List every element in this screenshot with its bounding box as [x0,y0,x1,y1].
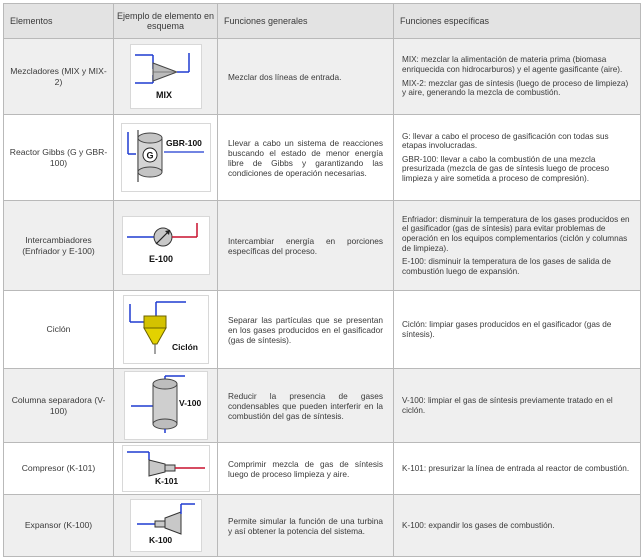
specific-function [394,291,641,369]
element-figure [114,369,218,443]
specific-function [394,39,641,115]
specific-text: MIX: mezclar la alimentación de materia prima (biomasa enriquecida con hidrocarburos) y el agente gasificante (aire). [402,55,623,74]
specific-text: Ciclón: limpiar gases producidos en el gasificador (gas de síntesis). [402,319,612,339]
elements-table [3,3,641,557]
figure-letter: G [146,150,154,161]
header-funciones-especificas: Funciones específicas [394,4,641,39]
element-figure [114,201,218,291]
figure-label: MIX [155,90,172,100]
element-name: Intercambiadores (Enfriador y E-100) [4,201,114,291]
header-elementos: Elementos [4,4,114,39]
element-figure [114,443,218,495]
table-row [4,495,641,557]
specific-function [394,443,641,495]
specific-function [394,369,641,443]
figure-label: V-100 [178,398,201,408]
figure-label: Ciclón [171,342,198,352]
figure-label: E-100 [148,254,173,264]
general-function: Separar las partículas que se presentan en los gases producidos en el gasificador (gas de síntesis). [218,291,394,369]
figure-label: K-101 [154,476,178,486]
table-row [4,291,641,369]
general-function: Reducir la presencia de gases condensables que pueden interferir en la combustión del gas de síntesis. [218,369,394,443]
specific-function [394,495,641,557]
element-figure [114,495,218,557]
table-row [4,443,641,495]
specific-text: MIX-2: mezclar gas de síntesis (luego de proceso de limpieza) y aire, generando la mezcla de combustión. [402,78,629,98]
header-row [4,4,641,39]
figure-label: GBR-100 [165,138,202,148]
header-ejemplo: Ejemplo de elemento en esquema [114,4,218,39]
element-figure [114,291,218,369]
specific-text: GBR-100: llevar a cabo la combustión de una mezcla presurizada (mezcla de gas de síntesis luego de proceso limpieza y aire sometida a proceso de compresión). [402,154,610,183]
element-name: Compresor (K-101) [4,443,114,495]
mixer-icon [130,44,202,109]
general-function: Comprimir mezcla de gas de síntesis luego de proceso limpieza y aire. [218,443,394,495]
specific-text: K-100: expandir los gases de combustión. [402,520,555,530]
element-name: Expansor (K-100) [4,495,114,557]
gibbs-reactor-icon [121,123,211,192]
cyclone-icon [123,295,209,364]
specific-text: E-100: disminuir la temperatura de los gases de salida de combustión luego de expansión. [402,257,611,276]
general-function: Intercambiar energía en porciones específicas del proceso. [218,201,394,291]
expander-icon [130,499,202,552]
specific-text: K-101: presurizar la línea de entrada al reactor de combustión. [402,463,630,473]
header-funciones-generales: Funciones generales [218,4,394,39]
figure-label: K-100 [148,535,172,545]
element-name: Mezcladores (MIX y MIX-2) [4,39,114,115]
compressor-icon [122,445,210,492]
separator-column-icon [124,371,208,440]
table-row [4,369,641,443]
specific-text: V-100: limpiar el gas de síntesis previamente tratado en el ciclón. [402,395,613,415]
specific-function [394,115,641,201]
table-row [4,115,641,201]
general-function: Permite simular la función de una turbina y así obtener la potencia del sistema. [218,495,394,557]
specific-function [394,201,641,291]
table-row [4,39,641,115]
table-row [4,201,641,291]
general-function: Llevar a cabo un sistema de reacciones buscando el estado de menor energía libre de Gibbs y garantizando las condiciones de operación necesarias. [218,115,394,201]
heat-exchanger-icon [122,216,210,275]
element-name: Columna separadora (V-100) [4,369,114,443]
element-figure [114,115,218,201]
general-function: Mezclar dos líneas de entrada. [218,39,394,115]
element-figure [114,39,218,115]
specific-text: G: llevar a cabo el proceso de gasificación con todas sus etapas involucradas. [402,131,609,151]
element-name: Ciclón [4,291,114,369]
element-name: Reactor Gibbs (G y GBR-100) [4,115,114,201]
specific-text: Enfriador: disminuir la temperatura de los gases producidos en el gasificador (gas de síntesis) para evitar problemas de operación en los equipos complementarios (ciclón y columnas de limpieza). [402,214,630,253]
